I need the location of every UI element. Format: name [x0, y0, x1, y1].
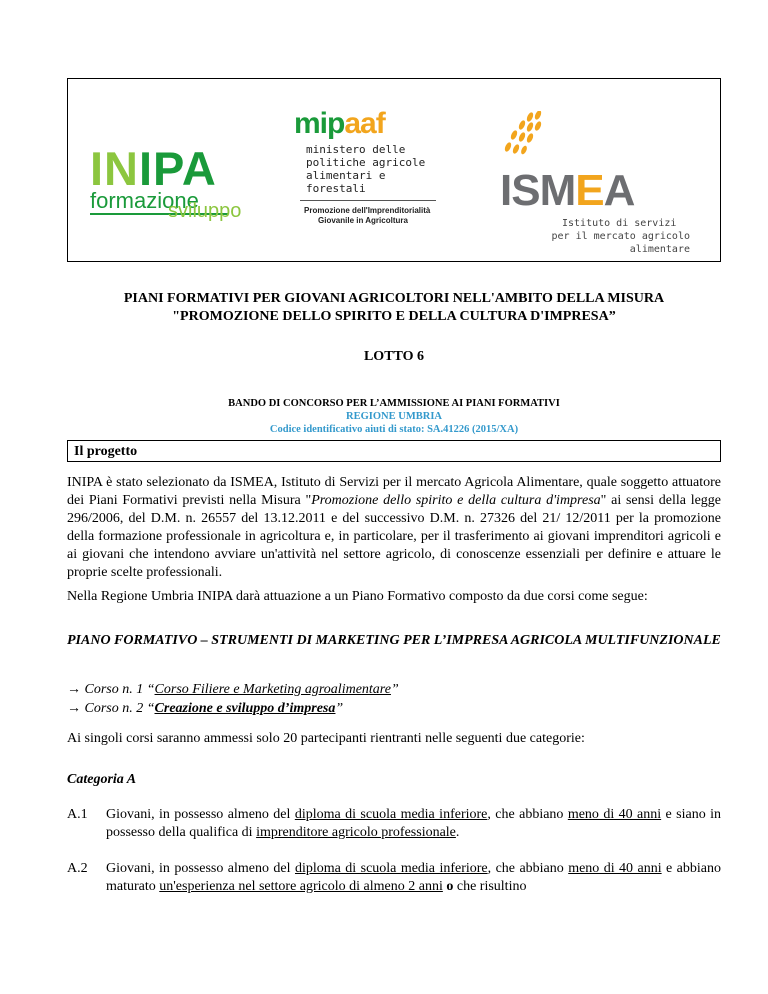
logo-box — [67, 78, 721, 262]
course-list — [67, 680, 399, 718]
section-title-box: Il progetto — [67, 440, 721, 462]
bando-heading: BANDO DI CONCORSO PER L’AMMISSIONE AI PIANI FORMATIVI REGIONE UMBRIA Codice identificativo aiuti di stato: SA.41226 (2015/XA) — [67, 397, 721, 436]
mipaaf-promo-text: Promozione dell'Imprenditorialità Giovanile in Agricoltura — [304, 206, 431, 225]
list-item: A.2 Giovani, in possesso almeno del diploma di scuola media inferiore, che abbiano meno di 40 anni e abbiano maturato un'esperienza nel settore agricolo di almeno 2 anni o che risultino — [67, 861, 722, 894]
category-heading: Categoria A — [67, 772, 137, 787]
mipaaf-name: mipaaf — [294, 107, 385, 140]
participants-paragraph: Ai singoli corsi saranno ammessi solo 20 partecipanti rientranti nelle seguenti due categorie: — [67, 731, 585, 746]
ismea-name: ISMEA — [500, 166, 635, 215]
intro-paragraph: INIPA è stato selezionato da ISMEA, Istituto di Servizi per il mercato Agricola Alimentare, quale soggetto attuatore dei Piani Formativi previsti nella Misura "Promozione dello spirito e della cultura d'impresa" ai sensi della legge 296/2006, del D.M. n. 26557 del 13.12.2011 e del successivo D.M. n. 27326 del 21/ 12/2011 per la promozione della formazione professionale in agricoltura e, in particolare, per il trasferimento ai giovani imprenditori agricoli e ai giovani che intendono avviare un'attività nel settore agricolo, di conoscenze essenziali per definire e attuare le proprie scelte professionali. — [67, 475, 722, 580]
ismea-logo — [500, 111, 710, 256]
inipa-name: INIPA — [90, 142, 217, 195]
region-name: REGIONE UMBRIA — [346, 411, 442, 422]
document-title: PIANI FORMATIVI PER GIOVANI AGRICOLTORI NELL'AMBITO DELLA MISURA "PROMOZIONE DELLO SPIRITO E DELLA CULTURA D'IMPRESA” — [123, 291, 665, 324]
ismea-tagline: Istituto di servizi per il mercato agricolo alimentare — [551, 218, 690, 255]
lotto-heading: LOTTO 6 — [363, 349, 425, 364]
mipaaf-logo — [294, 107, 444, 226]
inipa-tagline: formazione sviluppo — [90, 188, 242, 222]
inipa-logo — [90, 142, 250, 222]
list-item: A.1 Giovani, in possesso almeno del diploma di scuola media inferiore, che abbiano meno di 40 anni e siano in possesso della qualifica di imprenditore agricolo professionale. — [67, 807, 721, 840]
state-aid-code: Codice identificativo aiuti di stato: SA.41226 (2015/XA) — [269, 424, 519, 435]
mipaaf-ministry-text: ministero delle politiche agricole alimentari e forestali — [306, 143, 426, 195]
plan-paragraph: Nella Regione Umbria INIPA darà attuazione a un Piano Formativo composto da due corsi come segue: — [67, 589, 648, 604]
course-item: → Corso n. 1 “Corso Filiere e Marketing agroalimentare” — [67, 682, 399, 697]
mipaaf-divider — [300, 200, 436, 201]
plan-title: PIANO FORMATIVO – STRUMENTI DI MARKETING PER L’IMPRESA AGRICOLA MULTIFUNZIONALE — [67, 633, 721, 648]
course-item: → Corso n. 2 “Creazione e sviluppo d’impresa” — [67, 701, 344, 716]
wheat-grain-icon — [500, 111, 560, 163]
